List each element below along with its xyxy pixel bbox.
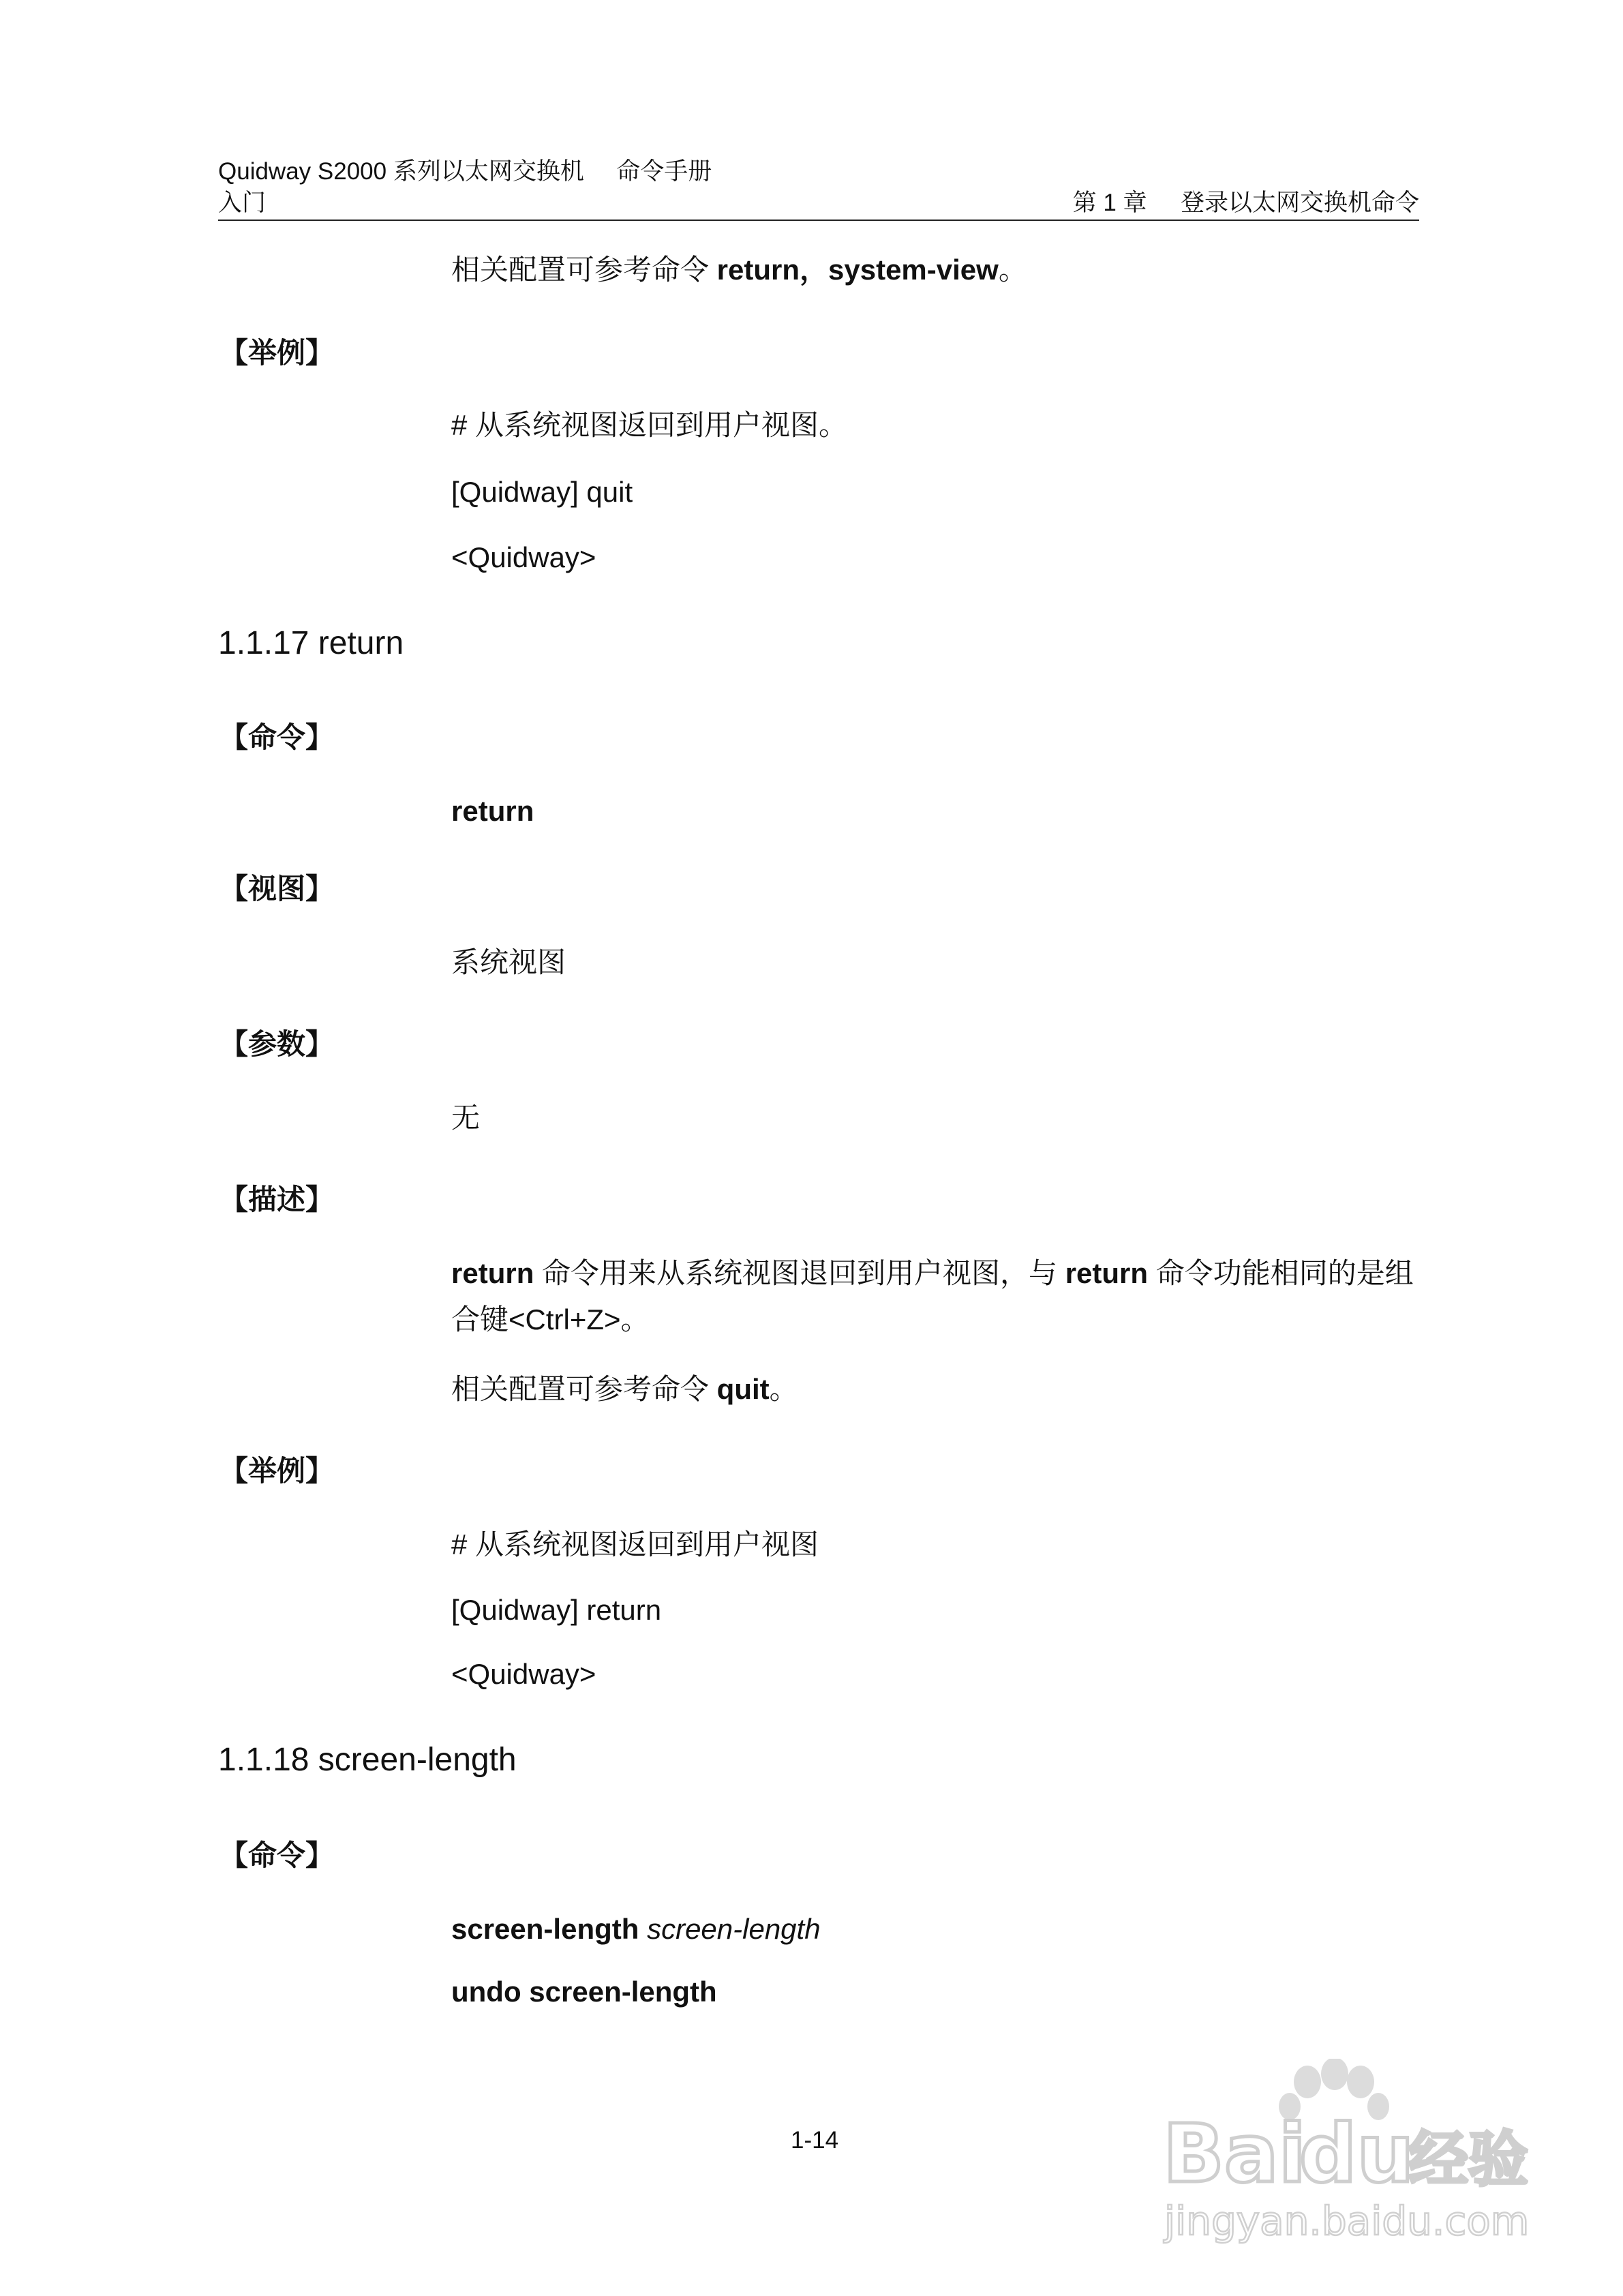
description-line-2: 合键<Ctrl+Z>。 <box>451 1303 650 1335</box>
baidu-jingyan-watermark <box>1156 2059 1538 2250</box>
related-suffix-return: 。 <box>769 1373 798 1405</box>
desc-cmd-1: return <box>451 1257 534 1289</box>
parameter-label: 【参数】 <box>219 1028 335 1060</box>
command-label-screen-length: 【命令】 <box>219 1839 335 1871</box>
svg-text:经验: 经验 <box>1408 2124 1529 2194</box>
related-cmd-links: return，system-view <box>716 254 999 286</box>
description-line-1 <box>451 1254 1414 1293</box>
command-syntax: return <box>451 795 534 827</box>
header-chapter <box>1073 188 1419 218</box>
example-line-2-return: <Quidway> <box>451 1658 596 1690</box>
page-number: 1-14 <box>791 2127 839 2154</box>
related-commands <box>451 251 1027 289</box>
cmd-keyword: screen-length <box>451 1913 639 1945</box>
header-chapter-title: 登录以太网交换机命令 <box>1180 190 1419 216</box>
section-heading-return: 1.1.17 return <box>218 625 404 661</box>
header-section: 入门 <box>218 190 267 216</box>
command-syntax-undo: undo screen-length <box>451 1976 717 2008</box>
svg-text:jingyan.baidu.com: jingyan.baidu.com <box>1164 2198 1530 2244</box>
view-label: 【视图】 <box>219 873 335 905</box>
desc-cmd-2: return <box>1065 1257 1149 1289</box>
desc-text-1: 命令用来从系统视图退回到用户视图，与 <box>534 1257 1065 1289</box>
header-manual: 命令手册 <box>616 158 712 185</box>
example-line-1-return: [Quidway] return <box>451 1594 662 1626</box>
description-label: 【描述】 <box>219 1183 335 1215</box>
command-label: 【命令】 <box>219 721 335 753</box>
example-comment-return: # 从系统视图返回到用户视图 <box>451 1528 819 1560</box>
svg-text:du: du <box>1299 2106 1414 2201</box>
example-line-1: [Quidway] quit <box>451 476 633 508</box>
header-title <box>218 157 712 187</box>
desc-text-2: 命令功能相同的是组 <box>1148 1257 1414 1289</box>
related-commands-return <box>451 1370 798 1408</box>
svg-text:Bai: Bai <box>1163 2106 1307 2201</box>
example-line-2: <Quidway> <box>451 541 596 573</box>
parameter-value: 无 <box>451 1102 481 1134</box>
example-label-return: 【举例】 <box>219 1455 335 1487</box>
view-value: 系统视图 <box>451 946 566 978</box>
header-rule <box>218 220 1419 221</box>
related-prefix: 相关配置可参考命令 <box>451 254 717 286</box>
related-cmd-quit: quit <box>716 1373 770 1405</box>
related-prefix-return: 相关配置可参考命令 <box>451 1373 717 1405</box>
header-product: Quidway S2000 系列以太网交换机 <box>218 158 584 185</box>
section-heading-screen-length: 1.1.18 screen-length <box>218 1742 517 1778</box>
cmd-parameter: screen-length <box>647 1913 821 1945</box>
example-label: 【举例】 <box>219 337 335 369</box>
command-syntax-screen-length <box>451 1910 821 1948</box>
header-chapter-number: 第 1 章 <box>1072 190 1147 216</box>
example-comment: # 从系统视图返回到用户视图。 <box>451 409 848 441</box>
related-suffix: 。 <box>998 254 1027 286</box>
paw-logo-icon <box>1156 2059 1538 2250</box>
